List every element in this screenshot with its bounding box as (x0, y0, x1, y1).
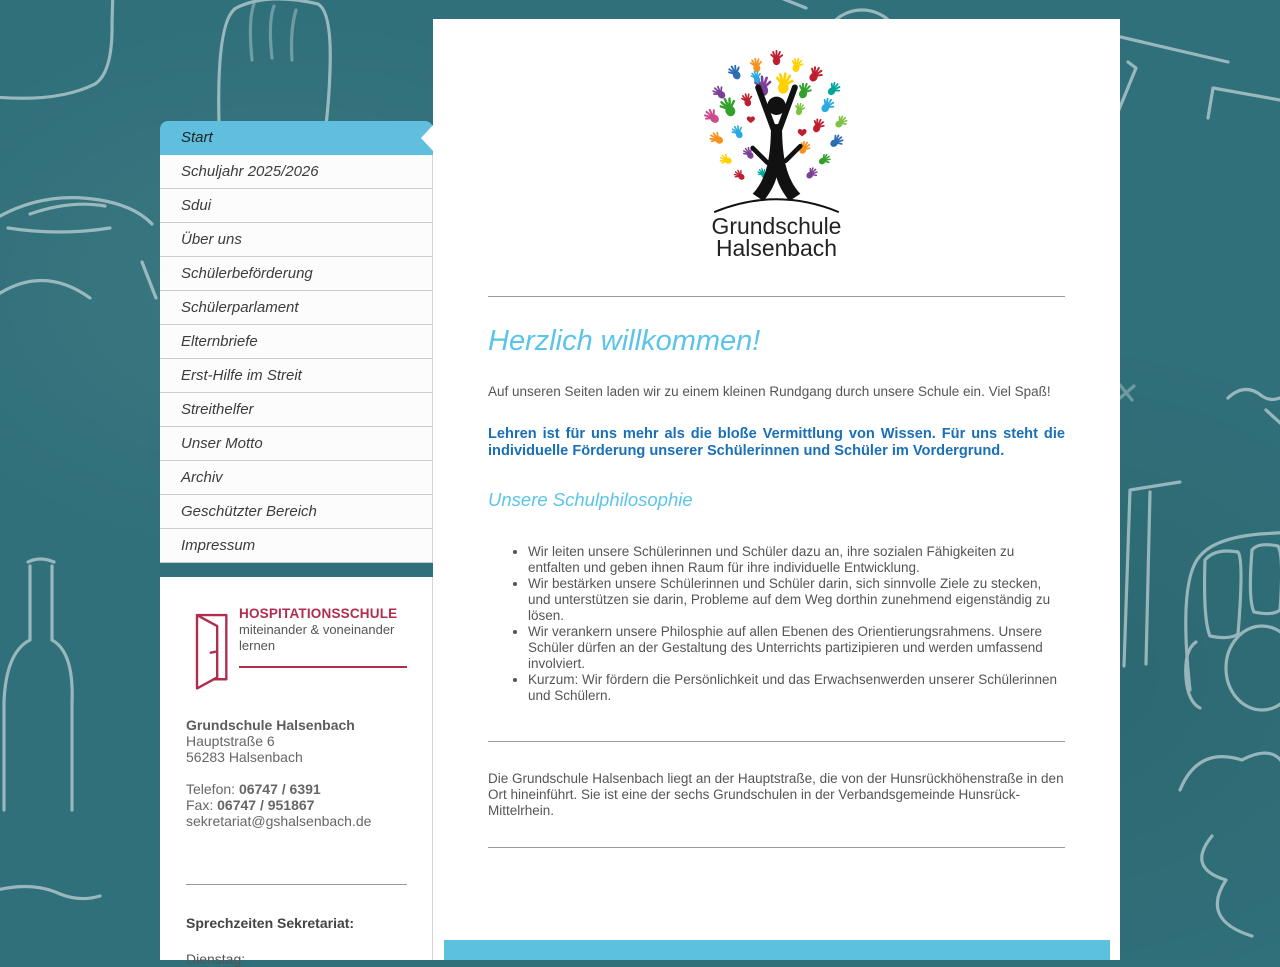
contact-details (186, 781, 407, 829)
school-logo (433, 19, 1120, 266)
sidebar-divider (186, 884, 407, 885)
phone-line (186, 781, 407, 797)
menu-item-label: Geschützter Bereich (181, 503, 317, 520)
menu-item-elternbriefe[interactable] (160, 325, 433, 359)
menu-item-archiv[interactable] (160, 461, 433, 495)
divider-middle (488, 741, 1065, 742)
philosophy-item: • Kurzum: Wir fördern die Persönlichkeit und das Erwachsenwerden unserer Schülerinnen und Schülern. (528, 672, 1065, 704)
menu-item-label: Unser Motto (181, 435, 263, 452)
philosophy-list (488, 544, 1065, 704)
divider-bottom (488, 847, 1065, 848)
menu-item-start[interactable] (160, 121, 433, 155)
menu-item-sdui[interactable] (160, 189, 433, 223)
location-paragraph: Die Grundschule Halsenbach liegt an der Hauptstraße, die von der Hunsrückhöhenstraße in den Ort hineinführt. Sie ist eine der sechs Grundschulen in der Verbandsgemeinde Hunsrück-Mittelrhein. (488, 770, 1064, 818)
menu-item-unser-motto[interactable] (160, 427, 433, 461)
fax-label: Fax: (186, 797, 218, 813)
open-door-icon (186, 605, 230, 693)
menu-item-uber-uns[interactable] (160, 223, 433, 257)
menu-item-erst-hilfe-im-streit[interactable] (160, 359, 433, 393)
philosophy-heading: Unsere Schulphilosophie (488, 488, 693, 510)
content-panel (433, 19, 1120, 960)
footer-bar (444, 940, 1110, 960)
school-name: Grundschule Halsenbach (186, 717, 355, 733)
menu-item-streithelfer[interactable] (160, 393, 433, 427)
welcome-heading: Herzlich willkommen! (488, 325, 761, 357)
fax-line (186, 797, 407, 813)
menu-item-label: Impressum (181, 537, 256, 554)
menu-item-impressum[interactable] (160, 529, 433, 563)
sidebar-contact-box (160, 577, 433, 967)
email-link[interactable]: sekretariat@gshalsenbach.de (186, 813, 372, 829)
hospitationsschule-logo (186, 605, 407, 693)
menu-item-label: Archiv (181, 469, 223, 486)
menu-item-schuljahr-2025-2026[interactable] (160, 155, 433, 189)
sidebar-menu (160, 121, 433, 563)
school-street: Hauptstraße 6 (186, 733, 275, 749)
mission-statement: Lehren ist für uns mehr als die bloße Vermittlung von Wissen. Für uns steht die individuelle Förderung unserer Schülerinnen und Schüler im Vordergrund. (488, 425, 1065, 459)
menu-item-schulerparlament[interactable] (160, 291, 433, 325)
hospitationsschule-title: HOSPITATIONSSCHULE (239, 606, 398, 621)
phone-number: 06747 / 6391 (238, 781, 321, 797)
menu-item-label: Schülerbeförderung (181, 265, 313, 282)
hospitationsschule-text (239, 605, 407, 668)
hospitationsschule-subtitle: miteinander & voneinander (239, 622, 395, 637)
active-item-pointer (421, 124, 434, 152)
logo-text-line1: Grundschule (711, 213, 842, 240)
phone-label: Telefon: (186, 781, 239, 797)
main-article (433, 296, 1120, 848)
intro-paragraph: Auf unseren Seiten laden wir zu einem kleinen Rundgang durch unsere Schule ein. Viel Spaß! (488, 384, 1051, 399)
menu-item-label: Streithelfer (181, 401, 254, 418)
philosophy-item: • Wir bestärken unsere Schülerinnen und Schüler darin, sich sinnvolle Ziele zu stecken, und unterstützen sie darin, Probleme auf dem Weg dorthin zunehmend eigenständig zu lösen. (528, 576, 1065, 624)
menu-item-label: Sdui (181, 197, 212, 214)
menu-item-schulerbeforderung[interactable] (160, 257, 433, 291)
office-hours-day: Dienstag: (186, 951, 246, 967)
philosophy-item: • Wir verankern unsere Philosphie auf allen Ebenen des Orientierungsrahmens. Unsere Schüler dürfen an der Gestaltung des Unterrichts partizipieren und werden umfassend involviert. (528, 624, 1065, 672)
menu-item-geschutzter-bereich[interactable] (160, 495, 433, 529)
menu-item-label: Schuljahr 2025/2026 (181, 163, 319, 180)
divider-top (488, 296, 1065, 297)
menu-item-label: Elternbriefe (181, 333, 258, 350)
menu-item-label: Erst-Hilfe im Streit (181, 367, 302, 384)
school-city: 56283 Halsenbach (186, 749, 303, 765)
menu-item-label: Schülerparlament (181, 299, 299, 316)
fax-number: 06747 / 951867 (217, 797, 315, 813)
logo-text-line2: Halsenbach (716, 235, 837, 261)
school-address (186, 717, 407, 765)
office-hours-heading: Sprechzeiten Sekretariat: (186, 915, 355, 931)
philosophy-item: • Wir leiten unsere Schülerinnen und Schüler dazu an, ihre sozialen Fähigkeiten zu entfalten und geben ihnen Raum für ihre individuelle Entwicklung. (528, 544, 1065, 576)
tree-of-hands-logo (694, 45, 859, 261)
hospitationsschule-subtitle2: lernen (239, 638, 276, 653)
menu-item-label: Über uns (181, 231, 242, 248)
menu-item-label: Start (181, 129, 213, 146)
